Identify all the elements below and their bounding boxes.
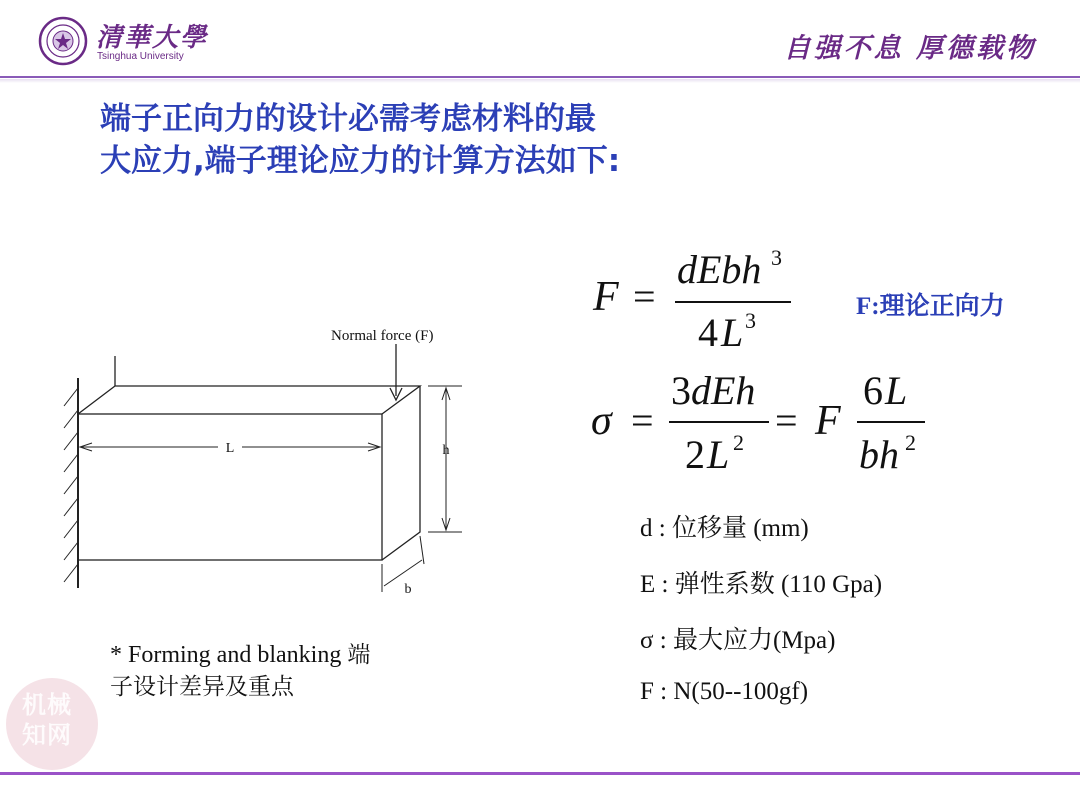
beam-width-label: b xyxy=(404,582,412,597)
svg-text:3: 3 xyxy=(771,245,782,270)
slide-title-line-2: 大应力,端子理论应力的计算方法如下: xyxy=(100,143,621,179)
variable-symbol: F : xyxy=(640,678,668,705)
variable-unit: (mm) xyxy=(746,515,809,542)
svg-text:4: 4 xyxy=(698,310,718,355)
caption-latin: * Forming and blanking xyxy=(110,642,348,668)
slide-title-line-1: 端子正向力的设计必需考虑材料的最 xyxy=(100,101,596,137)
slide-title xyxy=(100,98,860,182)
svg-text:2: 2 xyxy=(905,430,916,455)
caption-line-2: 子设计差异及重点 xyxy=(110,674,294,700)
svg-text:dEbh: dEbh xyxy=(677,247,762,292)
university-name-en: Tsinghua University xyxy=(97,51,184,62)
diagram-caption xyxy=(110,638,430,703)
svg-text:L: L xyxy=(885,368,908,413)
watermark-line-2: 知网 xyxy=(22,721,72,749)
force-definition-text: 理论正向力 xyxy=(879,291,1005,320)
variable-definition xyxy=(640,620,835,656)
cantilever-beam-diagram xyxy=(50,310,490,610)
variable-meaning: 弹性系数 xyxy=(674,569,775,598)
svg-text:F: F xyxy=(815,398,841,444)
force-definition-symbol: F: xyxy=(856,293,880,320)
svg-text:=: = xyxy=(775,398,798,443)
svg-text:3: 3 xyxy=(671,368,691,413)
svg-text:=: = xyxy=(633,274,656,319)
svg-text:σ: σ xyxy=(591,398,612,444)
variable-definition xyxy=(640,508,809,544)
variable-unit: N(50--100gf) xyxy=(673,678,809,705)
header-divider-shadow xyxy=(0,79,1080,83)
svg-text:F: F xyxy=(593,274,619,320)
tsinghua-seal-logo xyxy=(38,16,88,66)
normal-force-label: Normal force (F) xyxy=(331,328,434,344)
svg-text:3: 3 xyxy=(745,308,756,333)
force-definition-label xyxy=(856,286,1005,322)
variable-symbol: E : xyxy=(640,571,669,598)
svg-text:bh: bh xyxy=(859,432,899,477)
footer-divider xyxy=(0,772,1080,775)
watermark-line-1: 机械 xyxy=(22,691,72,719)
svg-text:L: L xyxy=(721,310,744,355)
university-motto: 自强不息 厚德载物 xyxy=(783,33,1036,64)
variable-unit: (110 Gpa) xyxy=(774,571,883,598)
variable-definition xyxy=(640,564,882,600)
svg-text:2: 2 xyxy=(685,432,705,477)
variable-symbol: d : xyxy=(640,515,666,542)
stress-formulas xyxy=(585,238,945,478)
caption-cn: 端 xyxy=(347,642,371,668)
variable-meaning: 最大应力 xyxy=(672,625,773,654)
svg-text:dEh: dEh xyxy=(691,368,756,413)
variable-unit: (Mpa) xyxy=(772,627,836,654)
variable-meaning: 位移量 xyxy=(671,513,747,542)
svg-text:2: 2 xyxy=(733,430,744,455)
svg-text:L: L xyxy=(707,432,730,477)
variable-definition xyxy=(640,676,808,706)
university-name-cn: 清華大學 xyxy=(96,23,209,53)
beam-length-label: L xyxy=(225,441,235,456)
watermark-text xyxy=(22,690,82,750)
caption-line-1 xyxy=(110,638,430,671)
svg-text:6: 6 xyxy=(863,368,883,413)
beam-height-label: h xyxy=(442,443,450,458)
svg-text:=: = xyxy=(631,398,654,443)
header-divider xyxy=(0,76,1080,78)
variable-symbol: σ : xyxy=(640,627,667,654)
